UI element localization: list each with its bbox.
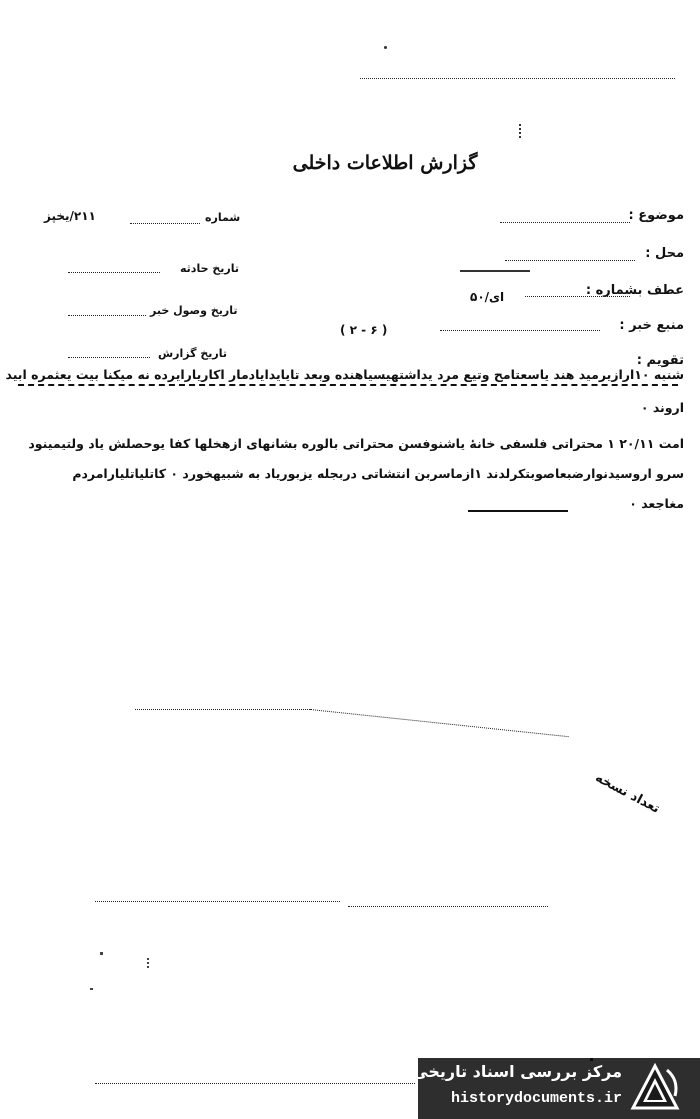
- assessment-label: تقویم :: [636, 353, 684, 368]
- number-field: [130, 223, 200, 224]
- ref-number-value: ای/۵۰: [470, 290, 505, 304]
- ref-number-label: عطف بشماره :: [585, 283, 684, 298]
- subject-label: موضوع :: [628, 208, 684, 223]
- receipt-date-label: تاریخ وصول خبر: [150, 304, 238, 317]
- top-mark: [384, 46, 387, 49]
- document-archive-logo-icon: [627, 1062, 685, 1114]
- source-value: ( ۲ - ۶ ): [340, 323, 388, 337]
- top-mark: [519, 124, 524, 138]
- speck: [100, 952, 103, 955]
- lower-dashed-line: [348, 906, 548, 907]
- report-date-label: تاریخ گزارش: [158, 347, 228, 360]
- body-line: اروند ۰: [640, 400, 684, 415]
- bottom-dotted-line: [95, 1083, 415, 1084]
- receipt-date-field: [68, 315, 146, 316]
- signature-line: [468, 510, 568, 512]
- incident-date-label: تاریخ حادثه: [180, 262, 239, 275]
- speck: [147, 958, 151, 968]
- lower-dashed-line: [95, 901, 340, 902]
- watermark-website: historydocuments.ir: [450, 1090, 622, 1107]
- body-line: شنبه ۱۰ارازیرمید هند یاسعتامح وتیع مرد یداشتهیسیاهنده وبعد تایایدایادمار اکاریارایرده نه میکنا بیت یعثمره ابید: [5, 367, 684, 382]
- location-label: محل :: [645, 246, 684, 261]
- header-divider: [18, 384, 678, 386]
- ref-number-field: [525, 296, 630, 297]
- speck: [90, 988, 93, 990]
- body-line: مغاجعد ۰: [629, 496, 684, 511]
- mid-dashed-slant: [310, 709, 569, 737]
- redaction-bar: [460, 270, 530, 282]
- body-line: امت ۲۰/۱۱ ۱ محتراتی فلسفی خانهٔ یاشنوفسن محتراتی بالوره بشانهای ازهخلها کفا یوحصلش یاد ولتیمینود: [28, 436, 684, 451]
- subject-field: [500, 222, 630, 223]
- location-field: [505, 260, 635, 261]
- number-label: شماره: [205, 211, 241, 224]
- top-dotted-line: [360, 78, 675, 79]
- incident-date-field: [68, 272, 160, 273]
- watermark-org-name: مرکز بررسی اسناد تاریخی: [412, 1062, 622, 1081]
- copy-count-label: تعداد نسخه: [592, 770, 663, 817]
- source-label: منبع خبر :: [619, 318, 684, 333]
- document-title: گزارش اطلاعات داخلی: [292, 152, 478, 174]
- report-date-field: [68, 357, 150, 358]
- mid-dashed-line: [135, 709, 310, 710]
- source-field: [440, 330, 600, 331]
- number-value: ۲۱۱/یخپز: [44, 209, 96, 223]
- body-line: سرو اروسیدنوارضبعاصوبتکرلدند ۱ازماسربن انتشاتی دربجله یزبوریاد به شبیهخورد ۰ کاتلیاتلیارامردم: [72, 466, 684, 481]
